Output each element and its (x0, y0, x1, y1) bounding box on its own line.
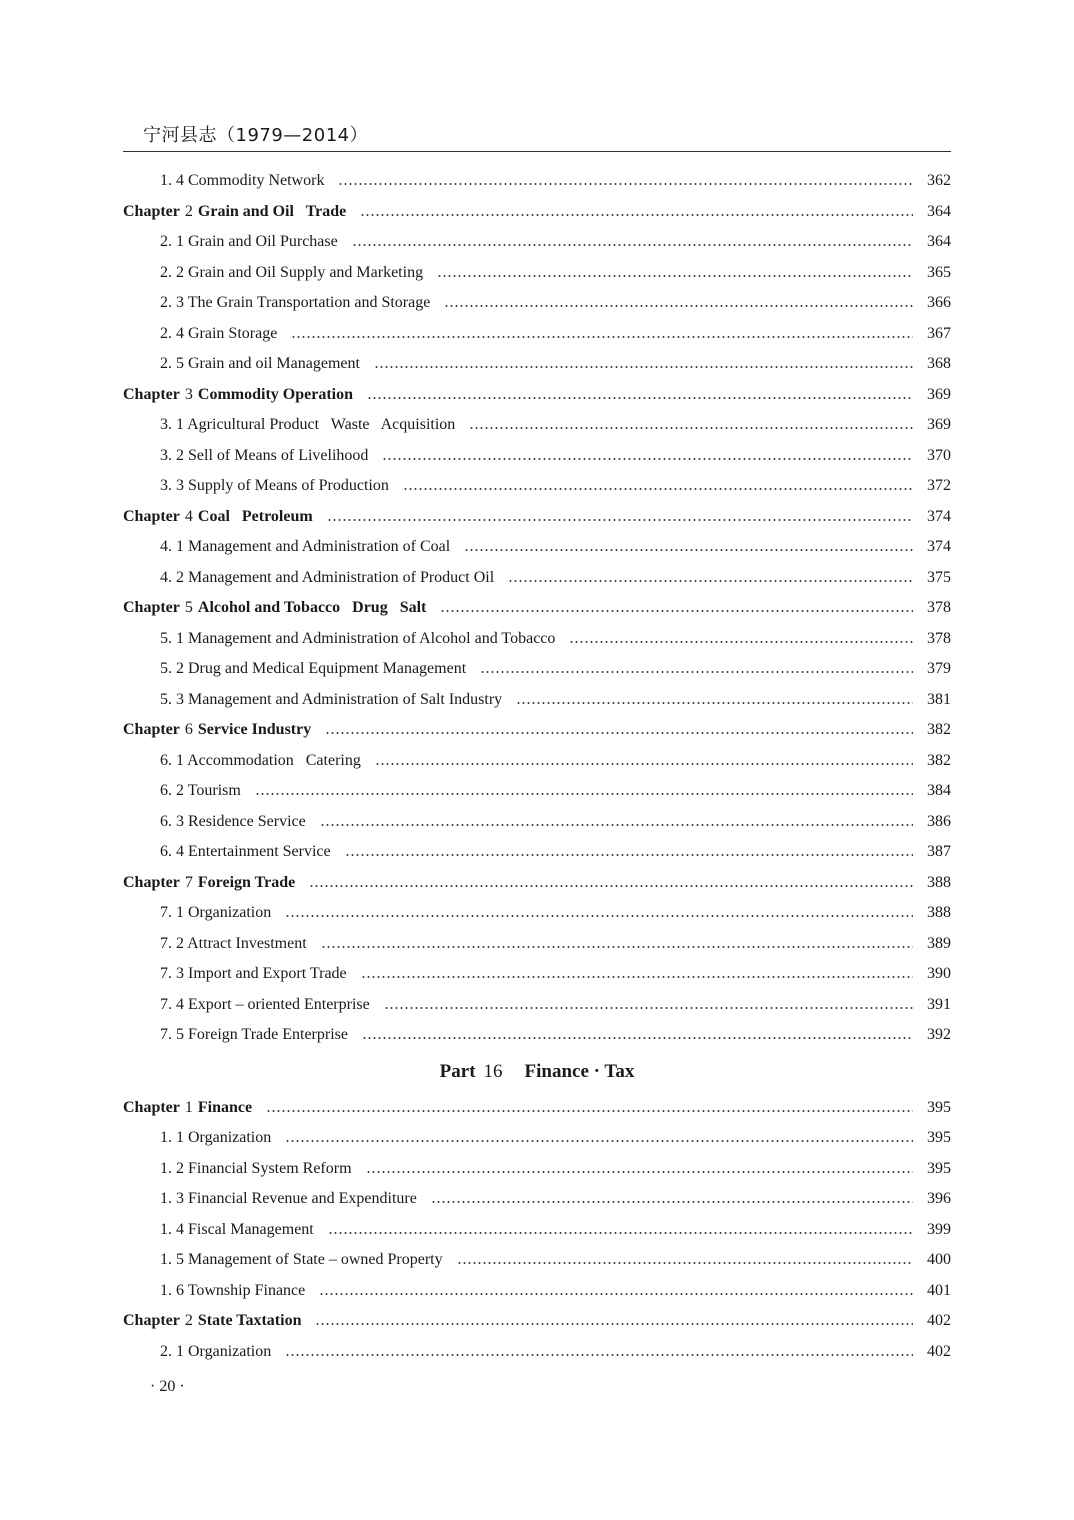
section-label: 7. 5 Foreign Trade Enterprise (160, 1026, 348, 1044)
dot-leader (321, 946, 913, 948)
toc-page-number: 388 (927, 873, 951, 891)
dot-leader (444, 305, 913, 307)
section-label: 1. 3 Financial Revenue and Expenditure (160, 1190, 417, 1208)
toc-section-entry (123, 959, 951, 990)
dot-leader (325, 732, 913, 734)
toc-chapter-entry (123, 715, 951, 746)
toc-section-entry (123, 1154, 951, 1185)
toc-section-entry (123, 471, 951, 502)
chapter-number: 2 (184, 1312, 193, 1330)
dot-leader (285, 1140, 913, 1142)
section-label: 5. 2 Drug and Medical Equipment Management (160, 660, 467, 678)
toc-page-number: 367 (927, 324, 951, 342)
toc-section-entry (123, 837, 951, 868)
toc-section-entry (123, 227, 951, 258)
chapter-number: 4 (184, 507, 193, 525)
section-label: 1. 4 Commodity Network (160, 172, 325, 190)
dot-leader (291, 336, 913, 338)
section-label: 6. 2 Tourism (160, 782, 241, 800)
dot-leader (440, 610, 913, 612)
toc-page-number: 402 (927, 1312, 951, 1330)
toc-page-number: 368 (927, 355, 951, 373)
toc-page-number: 370 (927, 446, 951, 464)
section-label: 7. 3 Import and Export Trade (160, 965, 347, 983)
dot-leader (480, 671, 913, 673)
toc-page-number: 402 (927, 1342, 951, 1360)
section-label: 6. 3 Residence Service (160, 812, 306, 830)
toc-section-entry (123, 807, 951, 838)
dot-leader (464, 549, 913, 551)
toc-chapter-entry (123, 502, 951, 533)
chapter-word: Chapter (123, 385, 180, 403)
toc-section-entry (123, 441, 951, 472)
dot-leader (457, 1262, 913, 1264)
section-label: 1. 1 Organization (160, 1129, 272, 1147)
toc-page-number: 372 (927, 477, 951, 495)
toc-section-entry (123, 898, 951, 929)
dot-leader (469, 427, 913, 429)
dot-leader (255, 793, 913, 795)
chapter-title: Grain and Oil Trade (197, 202, 347, 220)
dot-leader (360, 214, 913, 216)
dot-leader (569, 641, 913, 643)
chapter-word: Chapter (123, 721, 180, 739)
toc-page-number: 395 (927, 1098, 951, 1116)
toc-section-entry (123, 1276, 951, 1307)
chapter-word: Chapter (123, 202, 180, 220)
toc-chapter-entry (123, 1306, 951, 1337)
toc-page-number: 400 (927, 1251, 951, 1269)
toc-chapter-entry (123, 380, 951, 411)
toc-section-entry (123, 1020, 951, 1051)
chapter-word: Chapter (123, 1312, 180, 1330)
toc-section-entry (123, 776, 951, 807)
chapter-word: Chapter (123, 599, 180, 617)
toc-page-number: 388 (927, 904, 951, 922)
chapter-title: Finance (197, 1098, 253, 1116)
chapter-title: State Taxtation (197, 1312, 302, 1330)
section-label: 6. 1 Accommodation Catering (160, 751, 361, 769)
chapter-number: 2 (184, 202, 193, 220)
toc-section-entry (123, 624, 951, 655)
toc-section-entry (123, 532, 951, 563)
toc-page-number: 369 (927, 416, 951, 434)
toc-page-number: 392 (927, 1026, 951, 1044)
chapter-title: Commodity Operation (197, 385, 353, 403)
dot-leader (384, 1007, 913, 1009)
section-label: 3. 3 Supply of Means of Production (160, 477, 389, 495)
chapter-title: Foreign Trade (197, 873, 296, 891)
toc-page-number: 381 (927, 690, 951, 708)
toc-page-number: 364 (927, 202, 951, 220)
section-label: 2. 2 Grain and Oil Supply and Marketing (160, 263, 424, 281)
toc-page-number: 387 (927, 843, 951, 861)
toc-section-entry (123, 1123, 951, 1154)
toc-page-number: 362 (927, 172, 951, 190)
section-label: 2. 3 The Grain Transportation and Storage (160, 294, 431, 312)
dot-leader (362, 1037, 913, 1039)
chapter-word: Chapter (123, 507, 180, 525)
section-label: 7. 4 Export – oriented Enterprise (160, 995, 370, 1013)
section-label: 7. 1 Organization (160, 904, 272, 922)
toc-page-number: 365 (927, 263, 951, 281)
toc-page-number: 366 (927, 294, 951, 312)
section-label: 3. 1 Agricultural Product Waste Acquisition (160, 416, 456, 434)
section-label: 1. 2 Financial System Reform (160, 1159, 352, 1177)
toc-section-entry (123, 1337, 951, 1368)
header-rule (123, 151, 951, 152)
toc-page-number: 401 (927, 1281, 951, 1299)
section-label: 4. 2 Management and Administration of Product Oil (160, 568, 495, 586)
toc-page-number: 396 (927, 1190, 951, 1208)
toc-page-number: 374 (927, 507, 951, 525)
dot-leader (508, 580, 913, 582)
toc-page-number: 390 (927, 965, 951, 983)
toc-chapter-entry (123, 197, 951, 228)
toc-page-number: 382 (927, 721, 951, 739)
toc-page-number: 364 (927, 233, 951, 251)
chapter-title: Coal Petroleum (197, 507, 313, 525)
chapter-title: Service Industry (197, 721, 312, 739)
toc-page-number: 382 (927, 751, 951, 769)
section-label: 7. 2 Attract Investment (160, 934, 307, 952)
chapter-number: 6 (184, 721, 193, 739)
part-number: 16 (483, 1061, 503, 1082)
toc-page-number: 395 (927, 1159, 951, 1177)
dot-leader (361, 976, 913, 978)
dot-leader (320, 824, 913, 826)
page-header-title: 宁河县志（1979—2014） (143, 125, 369, 146)
toc-page-number: 395 (927, 1129, 951, 1147)
toc-page-number: 391 (927, 995, 951, 1013)
dot-leader (367, 397, 913, 399)
dot-leader (366, 1171, 913, 1173)
section-label: 1. 4 Fiscal Management (160, 1220, 314, 1238)
section-label: 5. 3 Management and Administration of Salt Industry (160, 690, 503, 708)
dot-leader (285, 915, 913, 917)
dot-leader (345, 854, 913, 856)
toc-section-entry (123, 349, 951, 380)
dot-leader (327, 519, 913, 521)
section-label: 6. 4 Entertainment Service (160, 843, 331, 861)
dot-leader (382, 458, 913, 460)
chapter-word: Chapter (123, 873, 180, 891)
toc-page-number: 386 (927, 812, 951, 830)
toc-chapter-entry (123, 593, 951, 624)
dot-leader (315, 1323, 913, 1325)
toc-page-number: 389 (927, 934, 951, 952)
toc-part-heading (123, 1052, 951, 1093)
section-label: 2. 5 Grain and oil Management (160, 355, 360, 373)
toc-page-number: 384 (927, 782, 951, 800)
dot-leader (319, 1293, 913, 1295)
dot-leader (285, 1354, 913, 1356)
dot-leader (403, 488, 913, 490)
dot-leader (437, 275, 913, 277)
section-label: 2. 1 Grain and Oil Purchase (160, 233, 338, 251)
section-label: 2. 4 Grain Storage (160, 324, 278, 342)
dot-leader (266, 1110, 913, 1112)
chapter-number: 1 (184, 1098, 193, 1116)
toc-section-entry (123, 929, 951, 960)
part-word: Part (439, 1061, 476, 1082)
dot-leader (309, 885, 913, 887)
toc-page-number: 374 (927, 538, 951, 556)
toc-section-entry (123, 685, 951, 716)
section-label: 5. 1 Management and Administration of Alcohol and Tobacco (160, 629, 556, 647)
toc-section-entry (123, 654, 951, 685)
toc-section-entry (123, 410, 951, 441)
dot-leader (338, 183, 913, 185)
toc-page-number: 378 (927, 599, 951, 617)
toc-page-number: 375 (927, 568, 951, 586)
section-label: 2. 1 Organization (160, 1342, 272, 1360)
toc-page-number: 379 (927, 660, 951, 678)
part-title: Finance · Tax (524, 1061, 635, 1082)
dot-leader (516, 702, 913, 704)
chapter-word: Chapter (123, 1098, 180, 1116)
section-label: 1. 6 Township Finance (160, 1281, 306, 1299)
dot-leader (352, 244, 913, 246)
toc-section-entry (123, 1184, 951, 1215)
section-label: 1. 5 Management of State – owned Property (160, 1251, 443, 1269)
page-number: · 20 · (150, 1378, 185, 1395)
dot-leader (375, 763, 913, 765)
chapter-title: Alcohol and Tobacco Drug Salt (197, 599, 427, 617)
section-label: 3. 2 Sell of Means of Livelihood (160, 446, 369, 464)
toc-section-entry (123, 746, 951, 777)
table-of-contents (123, 166, 951, 1367)
toc-section-entry (123, 1245, 951, 1276)
toc-chapter-entry (123, 868, 951, 899)
toc-page-number: 399 (927, 1220, 951, 1238)
toc-section-entry (123, 288, 951, 319)
toc-section-entry (123, 319, 951, 350)
dot-leader (374, 366, 913, 368)
dot-leader (328, 1232, 913, 1234)
toc-section-entry (123, 1215, 951, 1246)
toc-section-entry (123, 563, 951, 594)
chapter-number: 7 (184, 873, 193, 891)
toc-section-entry (123, 990, 951, 1021)
toc-chapter-entry (123, 1093, 951, 1124)
dot-leader (431, 1201, 913, 1203)
toc-section-entry (123, 166, 951, 197)
toc-page-number: 369 (927, 385, 951, 403)
toc-page-number: 378 (927, 629, 951, 647)
toc-section-entry (123, 258, 951, 289)
section-label: 4. 1 Management and Administration of Coal (160, 538, 451, 556)
chapter-number: 5 (184, 599, 193, 617)
chapter-number: 3 (184, 385, 193, 403)
